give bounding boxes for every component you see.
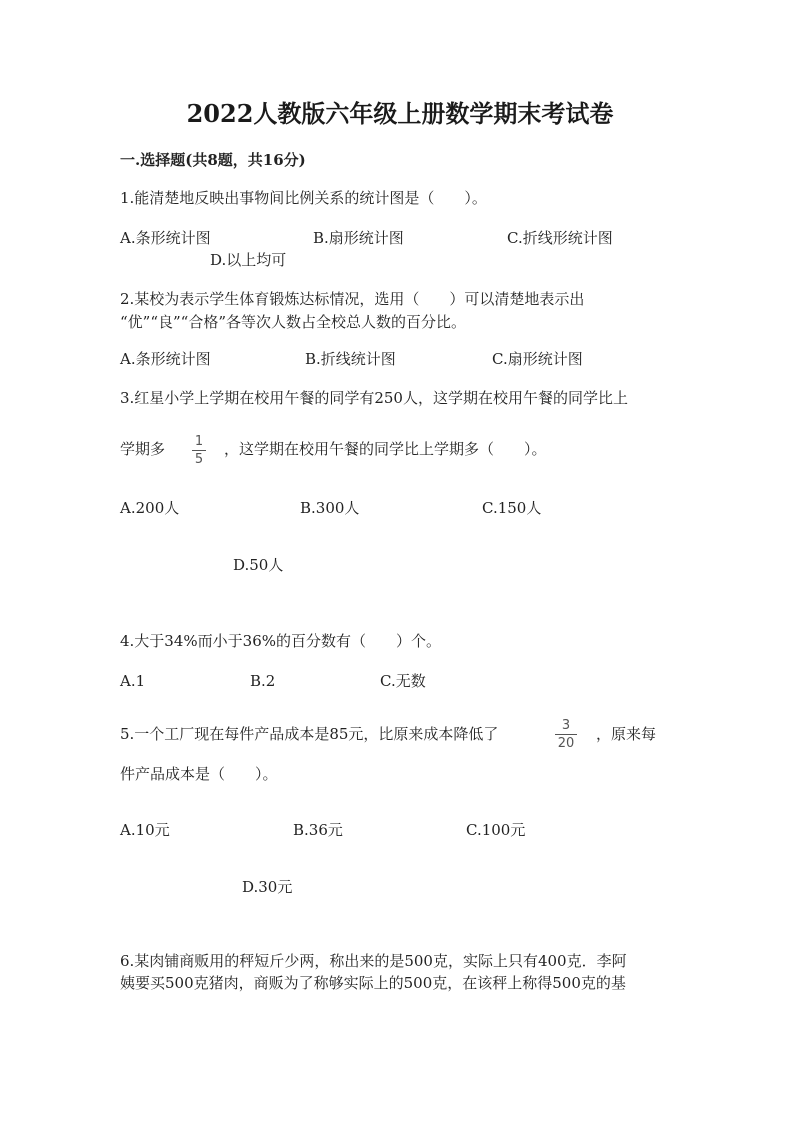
question-stem: 1.能清楚地反映出事物间比例关系的统计图是（ ）。	[120, 189, 487, 207]
option-c: C.100元	[466, 821, 526, 839]
question-stem-line1: 6.某肉铺商贩用的秤短斤少两，称出来的是500克，实际上只有400克．李阿	[120, 952, 627, 970]
fraction-three-twentieths	[555, 718, 577, 751]
question-stem-line1: 2.某校为表示学生体育锻炼达标情况，选用（ ）可以清楚地表示出	[120, 290, 585, 308]
option-b: B.扇形统计图	[313, 229, 404, 247]
question-stem-line2-pre: 学期多	[120, 440, 166, 458]
option-a: A.1	[120, 672, 146, 690]
option-a: A.条形统计图	[120, 229, 211, 247]
option-d: D.50人	[233, 556, 284, 574]
option-a: A.条形统计图	[120, 350, 211, 368]
option-d: D.以上均可	[210, 251, 287, 269]
fraction-bar	[555, 734, 577, 735]
fraction-numerator: 1	[194, 434, 204, 449]
question-stem: 4.大于34%而小于36%的百分数有（ ）个。	[120, 632, 441, 650]
option-b: B.300人	[300, 499, 360, 517]
option-c: C.折线形统计图	[507, 229, 613, 247]
option-b: B.2	[250, 672, 276, 690]
option-a: A.10元	[120, 821, 170, 839]
fraction-denominator: 20	[557, 736, 575, 751]
question-stem-line2: 件产品成本是（ ）。	[120, 765, 278, 783]
option-c: C.150人	[482, 499, 542, 517]
fraction-bar	[192, 450, 206, 451]
question-stem-line2-post: ，这学期在校用午餐的同学比上学期多（ ）。	[224, 440, 547, 458]
option-d: D.30元	[242, 878, 293, 896]
fraction-denominator: 5	[194, 452, 204, 467]
option-c: C.扇形统计图	[492, 350, 583, 368]
option-b: B.36元	[293, 821, 343, 839]
question-stem-line1: 3.红星小学上学期在校用午餐的同学有250人，这学期在校用午餐的同学比上	[120, 389, 628, 407]
option-a: A.200人	[120, 499, 180, 517]
question-stem-line2: “优”“良”“合格”各等次人数占全校总人数的百分比。	[120, 313, 467, 331]
option-c: C.无数	[380, 672, 426, 690]
fraction-numerator: 3	[561, 718, 571, 733]
question-stem-line2: 姨要买500克猪肉，商贩为了称够实际上的500克，在该秤上称得500克的基	[120, 974, 626, 992]
exam-title: 2022人教版六年级上册数学期末考试卷	[186, 99, 614, 128]
option-b: B.折线统计图	[305, 350, 396, 368]
section-heading: 一.选择题(共8题，共16分)	[120, 151, 306, 169]
fraction-one-fifth	[192, 434, 206, 467]
question-stem-line1-post: ，原来每	[596, 725, 657, 743]
question-stem-line1-pre: 5.一个工厂现在每件产品成本是85元，比原来成本降低了	[120, 725, 499, 743]
